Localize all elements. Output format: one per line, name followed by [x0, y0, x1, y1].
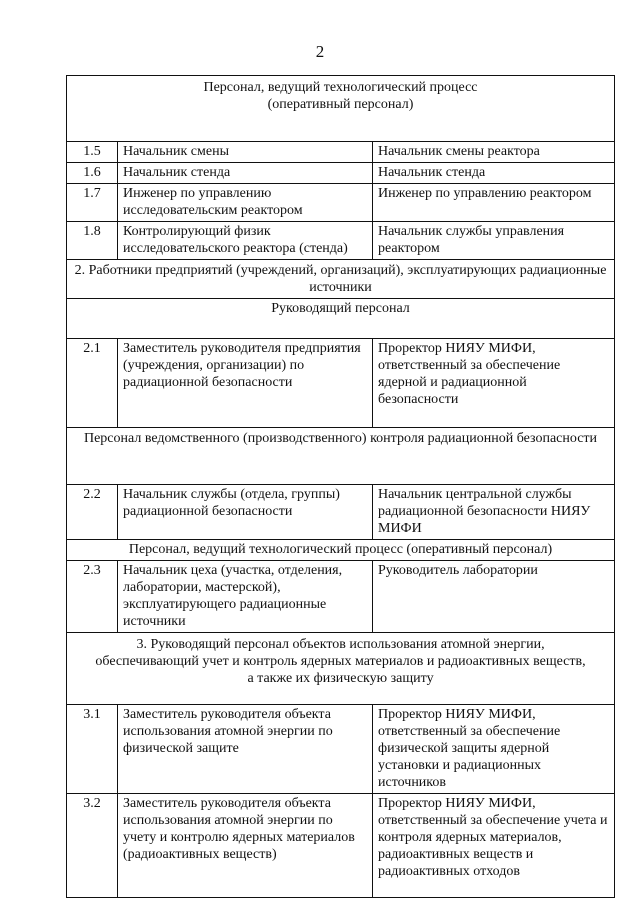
table-row	[67, 339, 615, 428]
assigned-cell: Начальник смены реактора	[373, 142, 615, 163]
table-row	[67, 142, 615, 163]
row-number: 1.6	[67, 163, 118, 184]
page-number: 2	[315, 42, 325, 61]
section-title: 3. Руководящий персонал объектов использования атомной энергии, обеспечивающий учет и контроль ядерных материалов и радиоактивных веществ, а также их физическую защиту	[67, 633, 615, 705]
table-row	[67, 561, 615, 633]
section-title: 2. Работники предприятий (учреждений, организаций), эксплуатирующих радиационные источники	[67, 260, 615, 299]
assigned-cell: Проректор НИЯУ МИФИ, ответственный за обеспечение учета и контроля ядерных материалов, радиоактивных веществ и радиоактивных отходов	[373, 794, 615, 898]
section-header: Персонал ведомственного (производственного) контроля радиационной безопасности	[67, 428, 615, 485]
section-header-row	[67, 299, 615, 339]
section-header: Руководящий персонал	[67, 299, 615, 339]
position-cell: Заместитель руководителя предприятия (учреждения, организации) по радиационной безопасности	[118, 339, 373, 428]
row-number: 1.5	[67, 142, 118, 163]
assigned-cell: Начальник центральной службы радиационной безопасности НИЯУ МИФИ	[373, 485, 615, 540]
assigned-cell: Руководитель лаборатории	[373, 561, 615, 633]
table-row	[67, 794, 615, 898]
position-cell: Начальник стенда	[118, 163, 373, 184]
row-number: 2.3	[67, 561, 118, 633]
assigned-cell: Инженер по управлению реактором	[373, 184, 615, 222]
row-number: 3.2	[67, 794, 118, 898]
row-number: 2.1	[67, 339, 118, 428]
section-header-row	[67, 540, 615, 561]
table-row	[67, 485, 615, 540]
row-number: 3.1	[67, 705, 118, 794]
section-header-row	[67, 428, 615, 485]
position-cell: Начальник цеха (участка, отделения, лаборатории, мастерской), эксплуатирующего радиационные источники	[118, 561, 373, 633]
assigned-cell: Проректор НИЯУ МИФИ, ответственный за обеспечение физической защиты ядерной установки и радиационных источников	[373, 705, 615, 794]
position-cell: Заместитель руководителя объекта использования атомной энергии по учету и контролю ядерных материалов (радиоактивных веществ)	[118, 794, 373, 898]
row-number: 1.8	[67, 222, 118, 260]
table-row	[67, 184, 615, 222]
position-cell: Контролирующий физик исследовательского реактора (стенда)	[118, 222, 373, 260]
assigned-cell: Начальник стенда	[373, 163, 615, 184]
positions-table	[66, 75, 615, 898]
row-number: 2.2	[67, 485, 118, 540]
table-row	[67, 163, 615, 184]
section-header: Персонал, ведущий технологический процесс (оперативный персонал)	[67, 76, 615, 142]
table-row	[67, 222, 615, 260]
position-cell: Начальник смены	[118, 142, 373, 163]
section-header: Персонал, ведущий технологический процесс (оперативный персонал)	[67, 540, 615, 561]
assigned-cell: Проректор НИЯУ МИФИ, ответственный за обеспечение ядерной и радиационной безопасности	[373, 339, 615, 428]
position-cell: Заместитель руководителя объекта использования атомной энергии по физической защите	[118, 705, 373, 794]
position-cell: Инженер по управлению исследовательским реактором	[118, 184, 373, 222]
assigned-cell: Начальник службы управления реактором	[373, 222, 615, 260]
row-number: 1.7	[67, 184, 118, 222]
position-cell: Начальник службы (отдела, группы) радиационной безопасности	[118, 485, 373, 540]
section-title-row	[67, 260, 615, 299]
section-header-row	[67, 76, 615, 142]
table-row	[67, 705, 615, 794]
section-title-row	[67, 633, 615, 705]
